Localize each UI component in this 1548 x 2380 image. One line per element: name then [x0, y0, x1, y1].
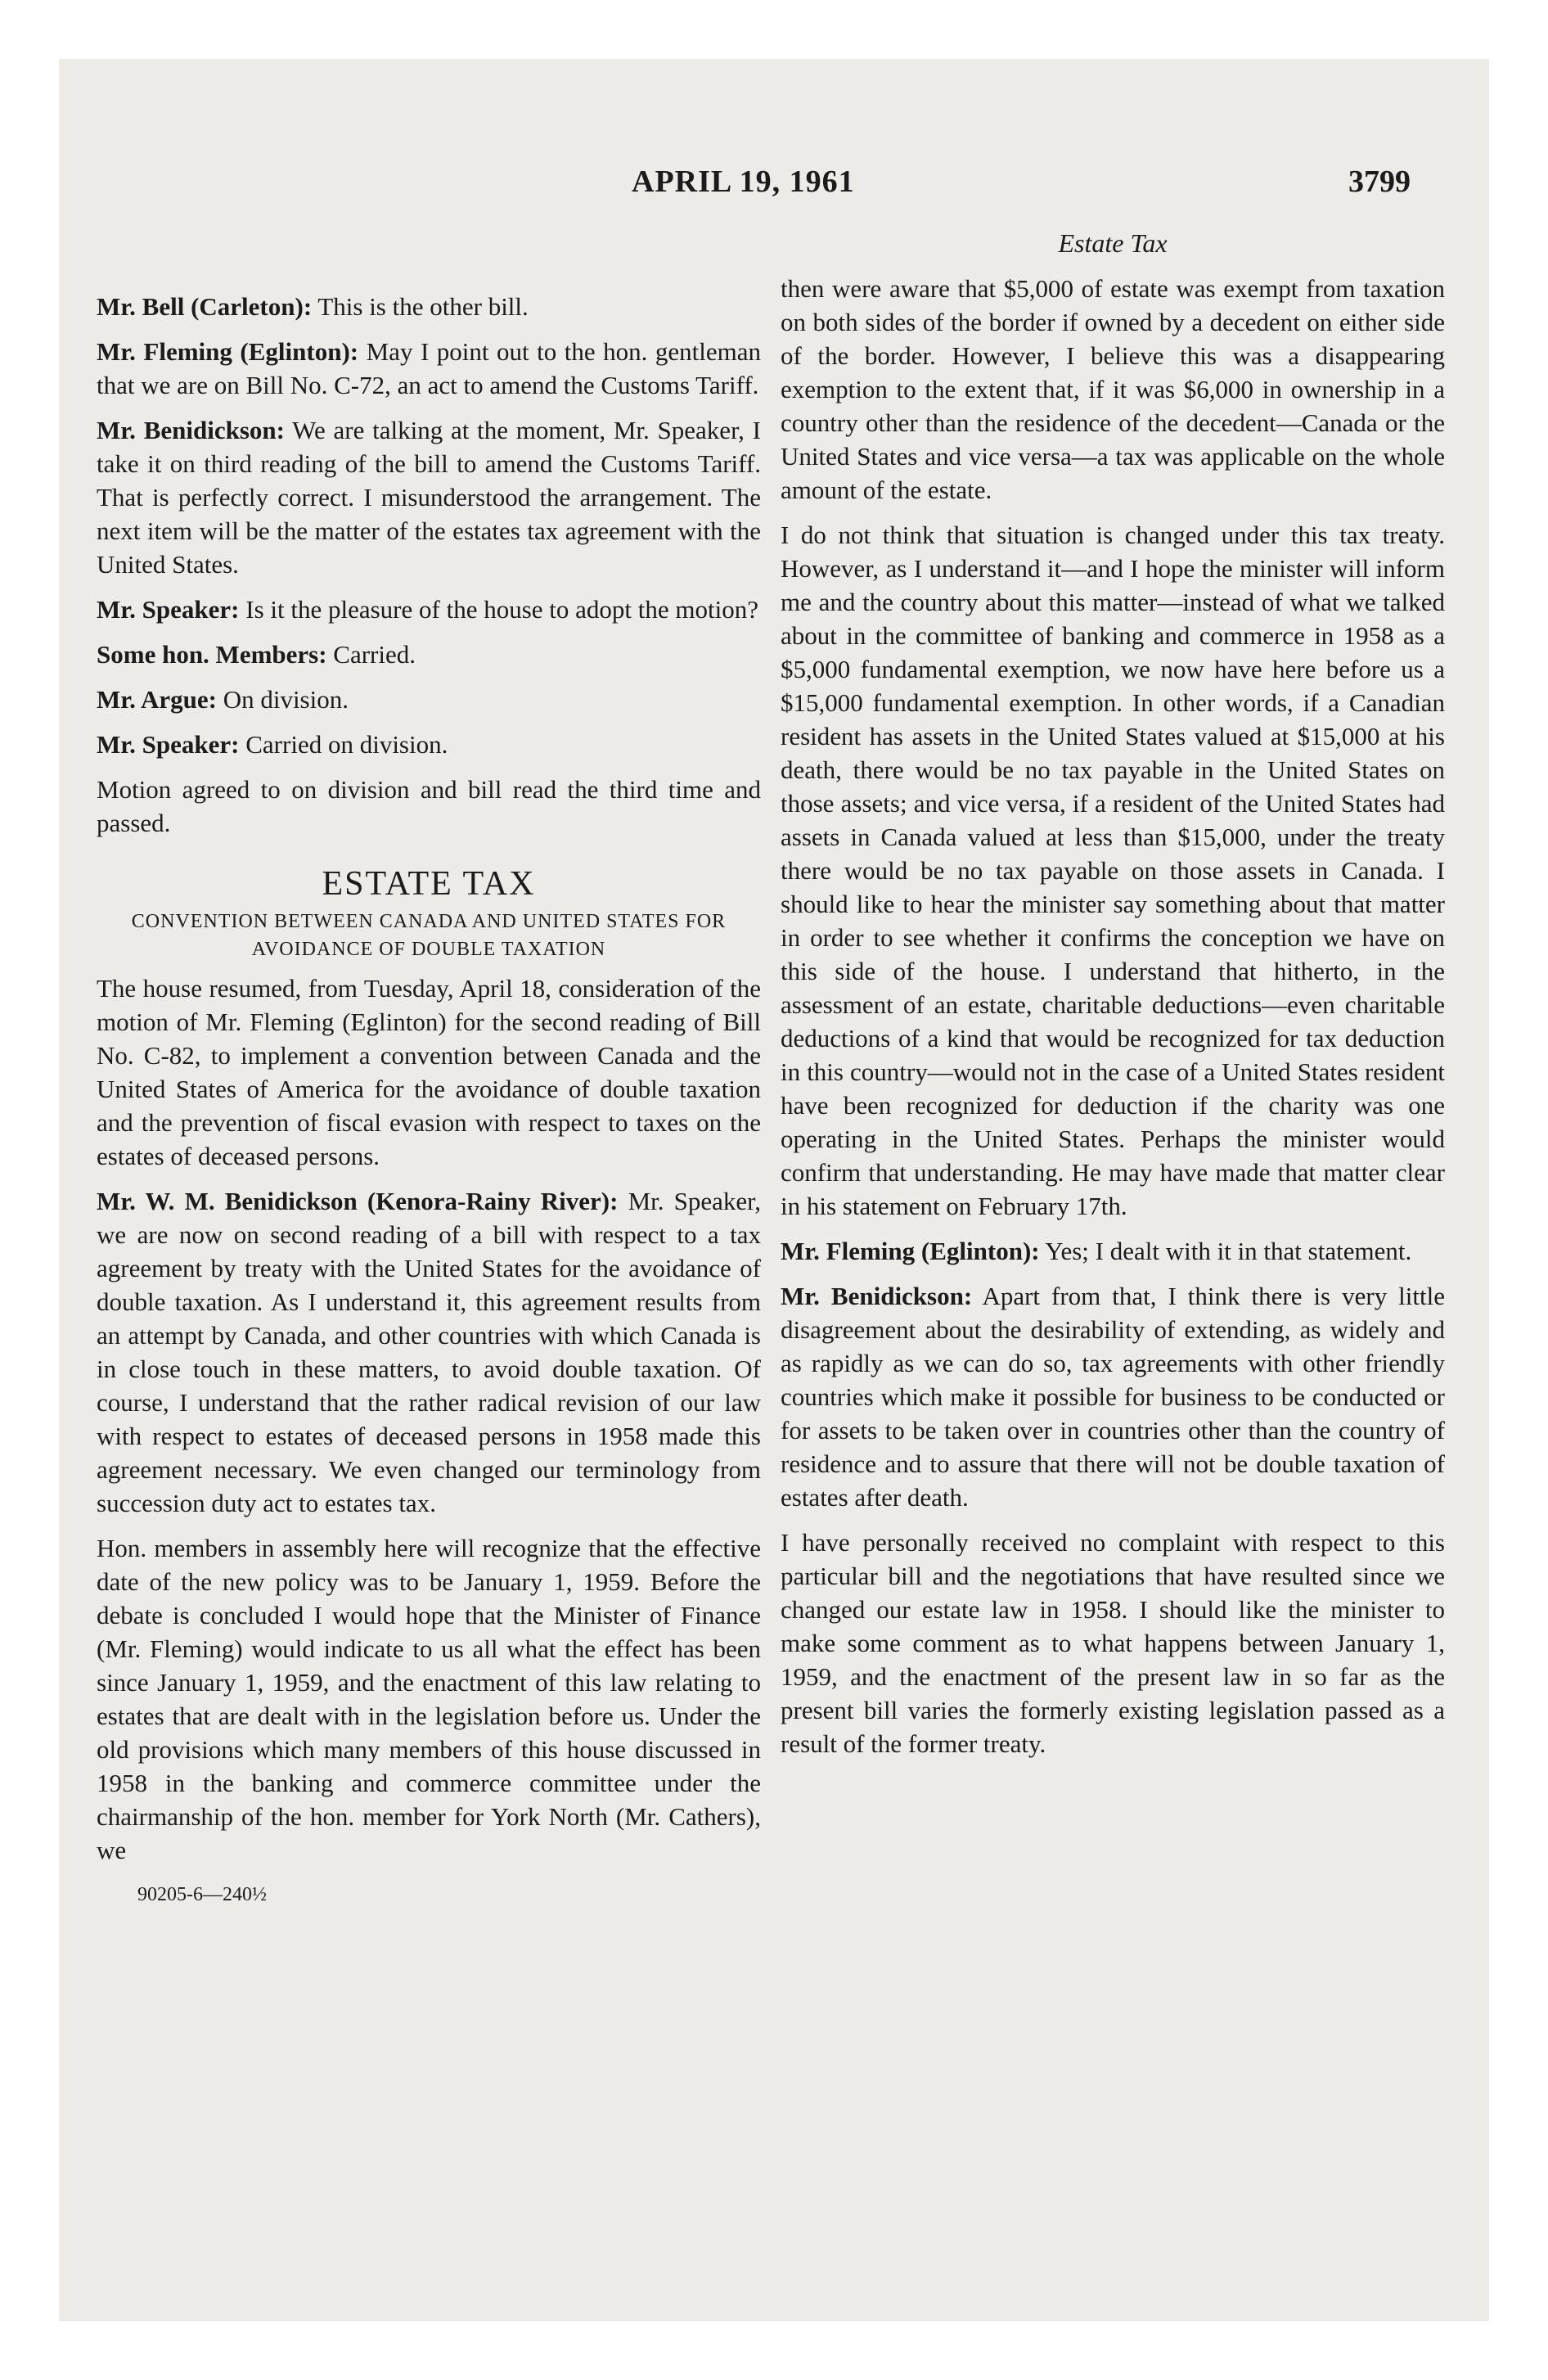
paragraph: I do not think that situation is changed under this tax treaty. However, as I understand it—and I hope the minister will inform me and the country about this matter—instead of what we talked about in the committee of banking and commerce in 1958 as a $5,000 fundamental exemption, we now have here before us a $15,000 fundamental exemption. In other words, if a Canadian resident has assets in the United States valued at $15,000 at his death, there would be no tax payable in the United States on those assets; and vice versa, if a resident of the United States had assets in Canada valued at less than $15,000, under the treaty there would be no tax payable on those assets in Canada. I should like to hear the minister say something about that matter in order to see whether it confirms the conception we have on this side of the house. I understand that hitherto, in the assessment of an estate, charitable deductions—even charitable deductions of a kind that would be recognized for tax deduction in this country—would not in the case of a United States resident have been recognized for deduction if the charity was one operating in the United States. Perhaps the minister would confirm that understanding. He may have made that matter clear in his statement on February 17th. [781, 521, 1445, 1220]
speech-text: Apart from that, I think there is very little disagreement about the desirability of extending, as widely and as rapidly as we can do so, tax agreements with other friendly countries which make it possible for business to be conducted or for assets to be taken over in countries other than the country of residence and to assure that there will not be double taxation of estates after death. [781, 1282, 1445, 1512]
section-title: ESTATE TAX [322, 865, 536, 903]
paragraph: Hon. members in assembly here will recognize that the effective date of the new policy was to be January 1, 1959. Before the debate is concluded I would hope that the Minister of Finance (Mr. Fleming) would indicate to us all what the effect has been since January 1, 1959, and the enactment of this law relating to estates that are dealt with in the legislation before us. Under the old provisions which many members of this house discussed in 1958 in the banking and commerce committee under the chairmanship of the hon. member for York North (Mr. Cathers), we [97, 1534, 761, 1864]
speaker-name: Mr. Bell (Carleton): [97, 292, 313, 321]
speaker-name: Mr. Fleming (Eglinton): [781, 1237, 1040, 1265]
paragraph [97, 683, 761, 716]
paragraph: Motion agreed to on division and bill read the third time and passed. [97, 775, 761, 837]
right-column [781, 227, 1445, 1772]
paragraph [781, 1279, 1445, 1514]
paragraph: The house resumed, from Tuesday, April 18, consideration of the motion of Mr. Fleming (Eglinton) for the second reading of Bill No. C-82, to implement a convention between Canada and the United States of America for the avoidance of double taxation and the prevention of fiscal evasion with respect to taxes on the estates of deceased persons. [97, 974, 761, 1170]
paragraph [781, 1234, 1445, 1268]
speaker-name: Mr. Fleming (Eglinton): [97, 337, 359, 366]
paragraph: then were aware that $5,000 of estate was exempt from taxation on both sides of the border if owned by a decedent on either side of the border. However, I believe this was a disappearing exemption to the extent that, if it was $6,000 in ownership in a country other than the residence of the decedent—Canada or the United States and vice versa—a tax was applicable on the whole amount of the estate. [781, 274, 1445, 504]
page-header [59, 164, 1489, 205]
speech-text: We are talking at the moment, Mr. Speaker, I take it on third reading of the bill to amend the Customs Tariff. That is perfectly correct. I misunderstood the arrangement. The next item will be the matter of the estates tax agreement with the United States. [97, 416, 761, 579]
paragraph [97, 413, 761, 581]
speech-text: Yes; I dealt with it in that statement. [1039, 1237, 1412, 1265]
speaker-name: Mr. Speaker: [97, 595, 240, 624]
paragraph [97, 728, 761, 761]
paragraph [97, 638, 761, 671]
paragraph [97, 290, 761, 323]
speaker-name: Mr. Speaker: [97, 730, 240, 759]
speech-text: On division. [216, 685, 349, 714]
document-page [59, 59, 1489, 2321]
paragraph [97, 1184, 761, 1520]
speaker-name: Mr. W. M. Benidickson (Kenora-Rainy River): [97, 1187, 619, 1215]
printer-code: 90205-6—240½ [137, 1884, 267, 1905]
speech-text: May I point out to the hon. gentleman that we are on Bill No. C-72, an act to amend the Customs Tariff. [97, 337, 761, 399]
speech-text: Carried. [326, 640, 416, 669]
speech-text: This is the other bill. [312, 292, 529, 321]
speaker-name: Mr. Benidickson: [781, 1282, 973, 1310]
speech-text: Is it the pleasure of the house to adopt the motion? [239, 595, 758, 624]
running-head: APRIL 19, 1961 [632, 165, 855, 199]
subject-heading: Estate Tax [1058, 228, 1168, 258]
speaker-name: Mr. Benidickson: [97, 416, 285, 444]
speech-text: Carried on division. [239, 730, 448, 759]
page-number: 3799 [1348, 165, 1411, 199]
left-column [97, 290, 761, 1912]
paragraph [97, 593, 761, 626]
paragraph: I have personally received no complaint with respect to this particular bill and the negotiations that have resulted since we changed our estate law in 1958. I should like the minister to make some comment as to what happens between January 1, 1959, and the enactment of the present law in so far as the present bill varies the formerly existing legislation passed as a result of the former treaty. [781, 1528, 1445, 1758]
speaker-name: Some hon. Members: [97, 640, 327, 669]
speaker-name: Mr. Argue: [97, 685, 217, 714]
paragraph [97, 335, 761, 402]
speech-text: Mr. Speaker, we are now on second reading of a bill with respect to a tax agreement by treaty with the United States for the avoidance of double taxation. As I understand it, this agreement results from an attempt by Canada, and other countries with which Canada is in close touch in these matters, to avoid double taxation. Of course, I understand that the rather radical revision of our law with respect to estates of deceased persons in 1958 made this agreement necessary. We even changed our terminology from succession duty act to estates tax. [97, 1187, 762, 1517]
section-subheading: CONVENTION BETWEEN CANADA AND UNITED STATES FOR AVOIDANCE OF DOUBLE TAXATION [131, 911, 727, 960]
